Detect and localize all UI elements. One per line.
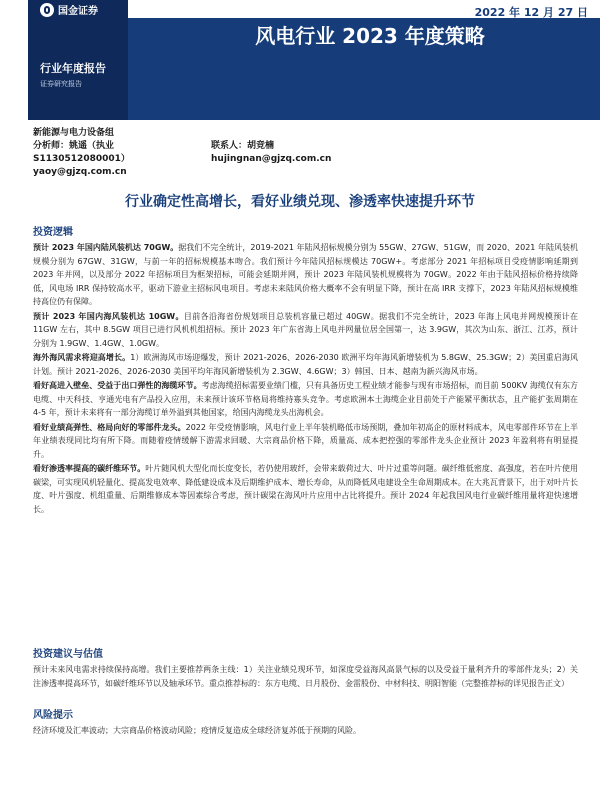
- analyst-name: 分析师：姚遥（执业: [33, 141, 115, 151]
- report-header: [0, 0, 600, 120]
- risk-text: 经济环境及汇率波动；大宗商品价格波动风险；疫情反复造成全球经济复苏低于预期的风险。: [33, 726, 361, 735]
- paragraph-text: 目前各沿海省份规划项目总装机容量已超过 40GW。据我们不完全统计，2023 年海上风电并网规模预计在 11GW 左右，其中 8.5GW 项目已进行风机机组招标。预计 2023 年广东省海上风电并网量位居全国第一，达 3.9GW，其次为山东、浙江、江苏，预计分别为 1.9GW、1.4GW、1.0GW。: [33, 311, 578, 348]
- paragraph-lead: 海外海风需求将迎高增长。: [33, 353, 131, 362]
- logic-paragraph: [33, 310, 578, 351]
- paragraph-text: 叶片随风机大型化而长度变长，若仍使用玻纤，会带来载荷过大、叶片过重等问题。碳纤维低密度、高强度，若在叶片使用碳梁，可实现风机轻量化、提高发电效率、降低建设成本及后期维护成本、增长寿命，从而降低风电建设全生命周期成本。在大兆瓦背景下，出于对叶片长度、叶片强度、机组重量、后期维修成本等因素综合考虑，预计碳梁在海风叶片应用中占比将提升。预计 2024 年起我国风电行业碳纤维用量将迎快速增长。: [33, 464, 579, 514]
- risk-title: 风险提示: [33, 710, 73, 721]
- paragraph-text: 据我们不完全统计，2019-2021 年陆风招标规模分别为 55GW、27GW、51GW，而 2020、2021 年陆风装机规模分别为 67GW、31GW，与前一年的招标规模基本吻合。我们预计今年陆风招标规模达 70GW+。考虑部分 2021 年招标项目受疫情影响延期到 2023 年并网，以及部分 2022 年招标项目为框架招标，可能会延期并网，预计 2023 年陆风装机规模将为 70GW。2022 年由于陆风招标价格持续降低，风电场 IRR 保持较高水平，驱动下游业主招标风电项目。考虑未来陆风价格大概率不会有明显下降，预计在高 IRR 支撑下，2023 年陆风招标规模维持高位仍有保障。: [33, 243, 578, 306]
- investment-logic-section: [33, 223, 578, 517]
- logic-paragraph: [33, 241, 578, 309]
- paragraph-lead: 预计 2023 年国内海风装机达 10GW。: [33, 311, 184, 321]
- contact-name: 联系人：胡竞楠: [211, 141, 275, 151]
- investment-advice-section: [33, 645, 578, 691]
- paragraph-lead: 看好业绩高弹性、格局向好的零部件龙头。: [33, 422, 186, 432]
- report-title: 风电行业 2023 年度策略: [255, 24, 485, 48]
- risk-section: [33, 706, 578, 739]
- paragraph-lead: 看好高进入壁垒、受益于出口弹性的海缆环节。: [33, 381, 202, 390]
- logic-paragraph: [33, 351, 578, 378]
- paragraph-lead: 预计 2023 年国内陆风装机达 70GW。: [33, 243, 179, 252]
- paragraph-text: 1）欧洲海风市场迎爆发，预计 2021-2026、2026-2030 欧洲平均年海风新增装机为 5.8GW、25.3GW；2）美国重启海风计划。预计 2021-2026、2026-2030 美国平均年海风新增装机为 2.3GW、4.6GW；3）韩国、日本、越南为新兴海风市场。: [33, 353, 578, 376]
- logo-mark-icon: [40, 3, 54, 17]
- logo-text: 国金证券: [58, 6, 98, 17]
- analyst-license: S1130512080001）: [33, 154, 130, 164]
- investment-advice-title: 投资建议与估值: [33, 649, 103, 660]
- contact-email: hujingnan@gjzq.com.cn: [211, 154, 332, 164]
- logic-paragraph: [33, 462, 578, 516]
- investment-advice-text: 预计未来风电需求持续保持高增。我们主要推荐两条主线：1）关注业绩兑现环节，如深度受益海风高景气标的以及受益于量利齐升的零部件龙头；2）关注渗透率提高环节，如碳纤维环节以及轴承环节。重点推荐标的：东方电缆、日月股份、金雷股份、中材科技、明阳智能（完整推荐标的详见报告正文）: [33, 665, 578, 688]
- report-type: 行业年度报告: [40, 62, 106, 75]
- department: 新能源与电力设备组: [33, 128, 115, 138]
- headline: 行业确定性高增长，看好业绩兑现、渗透率快速提升环节: [125, 194, 475, 210]
- contact-info: [211, 140, 411, 166]
- report-sub-label: 证券研究报告: [40, 80, 82, 88]
- company-logo: [40, 2, 98, 17]
- paragraph-lead: 看好渗透率提高的碳纤维环节。: [33, 464, 146, 473]
- report-date: 2022 年 12 月 27 日: [474, 6, 588, 19]
- analyst-email: yaoy@gjzq.com.cn: [33, 167, 127, 177]
- analyst-info: [33, 127, 193, 179]
- investment-logic-title: 投资逻辑: [33, 227, 73, 238]
- paragraph-text: 2022 年受疫情影响，风电行业上半年装机略低市场预期，叠加年初高企的原材料成本，风电零部件环节在上半年业绩表现同比均有所下降。而随着疫情缓解下游需求回暖、大宗商品价格下降，质量高、成本把控强的零部件龙头企业预计 2023 年盈利将有明显提升。: [33, 422, 579, 459]
- logic-paragraph: [33, 421, 578, 462]
- logic-paragraph: [33, 379, 578, 420]
- paragraph-text: 考虑海缆招标需要业绩门槛，只有具备历史工程业绩才能参与现有市场招标，而目前 500KV 海缆仅有东方电缆、中天科技、亨通光电有产品投入应用，未来预计该环节格局将维持寡头竞争。考虑欧洲本土海缆企业目前处于产能紧平衡状态，且产能扩张周期在 4-5 年，预计未来将有一部分海缆订单外溢到其他国家，给国内海缆龙头出海机会。: [33, 381, 578, 417]
